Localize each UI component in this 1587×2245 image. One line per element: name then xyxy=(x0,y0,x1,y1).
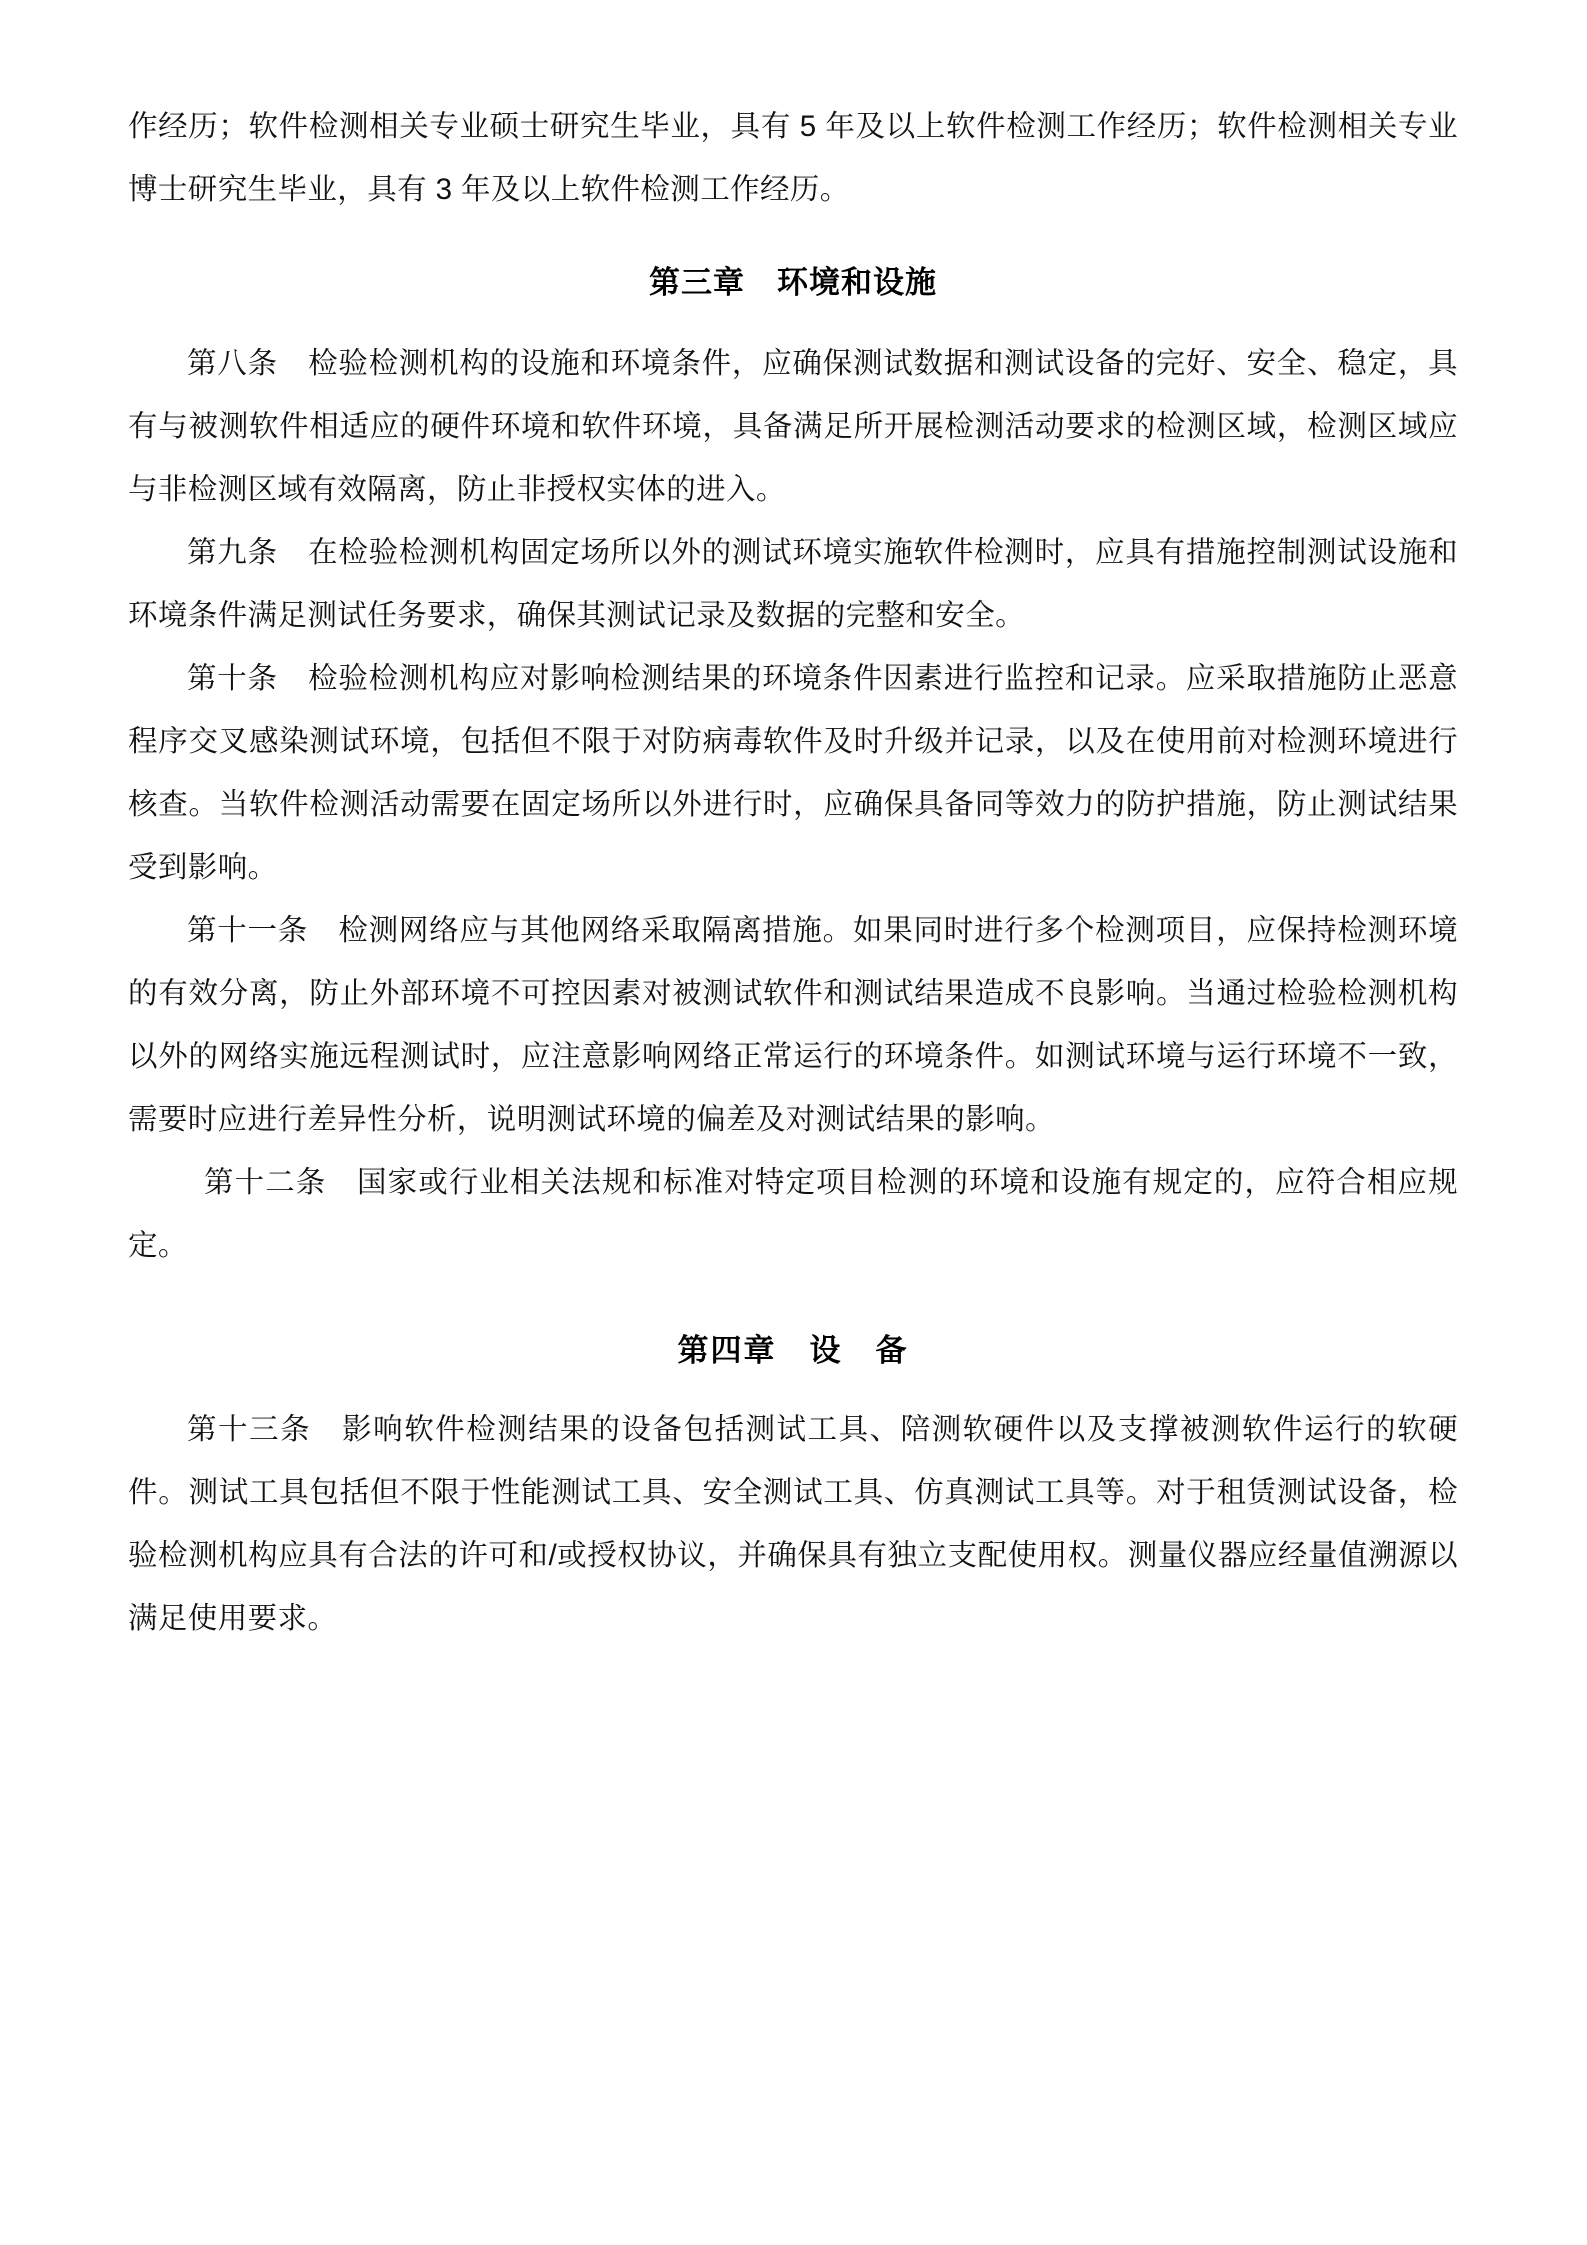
article-10: 第十条 检验检测机构应对影响检测结果的环境条件因素进行监控和记录。应采取措施防止恶意程序交叉感染测试环境，包括但不限于对防病毒软件及时升级并记录，以及在使用前对检测环境进行核查。当软件检测活动需要在固定场所以外进行时，应确保具备同等效力的防护措施，防止测试结果受到影响。 xyxy=(128,662,1458,884)
chapter-heading-3: 第三章 环境和设施 xyxy=(649,265,937,300)
article-11: 第十一条 检测网络应与其他网络采取隔离措施。如果同时进行多个检测项目，应保持检测环境的有效分离，防止外部环境不可控因素对被测试软件和测试结果造成不良影响。当通过检验检测机构以外的网络实施远程测试时，应注意影响网络正常运行的环境条件。如测试环境与运行环境不一致，需要时应进行差异性分析，说明测试环境的偏差及对测试结果的影响。 xyxy=(128,914,1458,1136)
article-12: 第十二条 国家或行业相关法规和标准对特定项目检测的环境和设施有规定的，应符合相应规定。 xyxy=(128,1166,1458,1262)
continued-paragraph: 作经历；软件检测相关专业硕士研究生毕业，具有 5 年及以上软件检测工作经历；软件检测相关专业博士研究生毕业，具有 3 年及以上软件检测工作经历。 xyxy=(128,110,1458,206)
article-13: 第十三条 影响软件检测结果的设备包括测试工具、陪测软硬件以及支撑被测软件运行的软硬件。测试工具包括但不限于性能测试工具、安全测试工具、仿真测试工具等。对于租赁测试设备，检验检测机构应具有合法的许可和/或授权协议，并确保具有独立支配使用权。测量仪器应经量值溯源以满足使用要求。 xyxy=(128,1413,1458,1635)
chapter-heading-4: 第四章 设 备 xyxy=(677,1333,909,1368)
article-8: 第八条 检验检测机构的设施和环境条件，应确保测试数据和测试设备的完好、安全、稳定，具有与被测软件相适应的硬件环境和软件环境，具备满足所开展检测活动要求的检测区域，检测区域应与非检测区域有效隔离，防止非授权实体的进入。 xyxy=(128,347,1458,506)
article-9: 第九条 在检验检测机构固定场所以外的测试环境实施软件检测时，应具有措施控制测试设施和环境条件满足测试任务要求，确保其测试记录及数据的完整和安全。 xyxy=(128,536,1458,632)
document-body xyxy=(128,95,1458,1650)
